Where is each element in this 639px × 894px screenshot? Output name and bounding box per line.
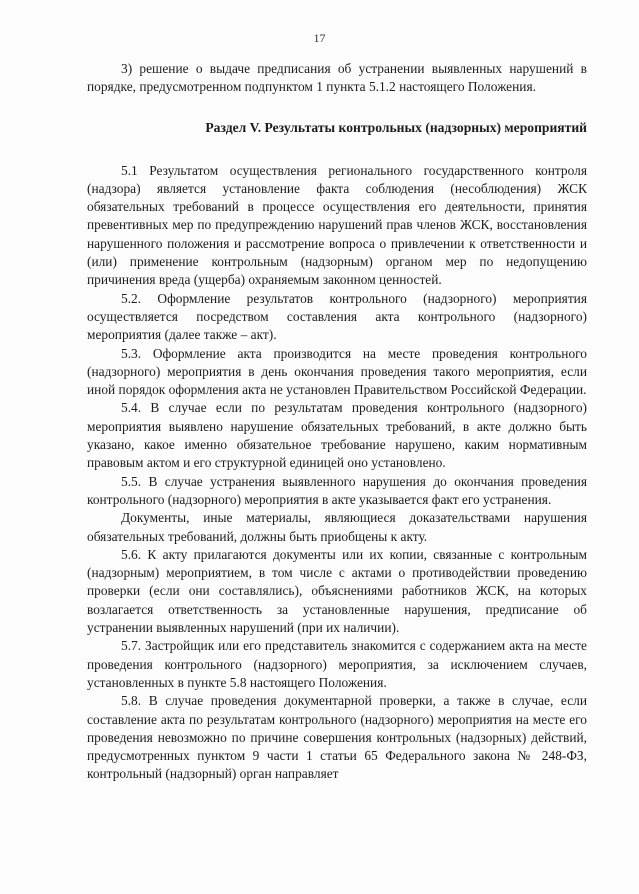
paragraph-5-6: 5.6. К акту прилагаются документы или их копии, связанные с контрольным (надзорным) мероприятием, в том числе с актами о противодействии проведению проверки (если они составлялись), объяснениями работников ЖСК, на которых возлагается ответственность за установленные нарушения, предписание об устранении выявленных нарушений (при их наличии). xyxy=(87,546,587,636)
paragraph-documents: Документы, иные материалы, являющиеся доказательствами нарушения обязательных требований, должны быть приобщены к акту. xyxy=(87,510,587,544)
paragraph-5-3: 5.3. Оформление акта производится на месте проведения контрольного (надзорного) мероприятия в день окончания проведения такого мероприятия, если иной порядок оформления акта не установлен Правительством Российской Федерации. xyxy=(87,345,587,398)
intro-list-item: 3) решение о выдаче предписания об устранении выявленных нарушений в порядке, предусмотренном подпунктом 1 пункта 5.1.2 настоящего Положения. xyxy=(87,61,587,95)
paragraph-5-7: 5.7. Застройщик или его представитель знакомится с содержанием акта на месте проведения контрольного (надзорного) мероприятия, за исключением случаев, установленных в пункте 5.8 настоящего Положения. xyxy=(87,638,587,690)
paragraph-5-5: 5.5. В случае устранения выявленного нарушения до окончания проведения контрольного (надзорного) мероприятия в акте указывается факт его устранения. xyxy=(87,473,587,507)
paragraph-5-4: 5.4. В случае если по результатам проведения контрольного (надзорного) мероприятия выявлено нарушение обязательных требований, в акте должно быть указано, какое именно обязательное требование нарушено, каким нормативным правовым актом и его структурной единицей оно установлено. xyxy=(87,400,587,471)
page-number: 17 xyxy=(313,31,326,45)
document-body xyxy=(87,60,587,784)
paragraph-5-8: 5.8. В случае проведения документарной проверки, а также в случае, если составление акта по результатам контрольного (надзорного) мероприятия на месте его проведения невозможно по причине совершения контрольных (надзорных) действий, предусмотренных пунктом 9 части 1 статьи 65 Федерального закона № 248-ФЗ, контрольный (надзорный) орган направляет xyxy=(87,693,587,782)
paragraph-5-2: 5.2. Оформление результатов контрольного (надзорного) мероприятия осуществляется посредством составления акта контрольного (надзорного) мероприятия (далее также – акт). xyxy=(87,290,587,343)
paragraph-5-1: 5.1 Результатом осуществления регионального государственного контроля (надзора) является установление факта соблюдения (несоблюдения) ЖСК обязательных требований в процессе осуществления его деятельности, принятия превентивных мер по предупреждению нарушений прав членов ЖСК, восстановления нарушенного положения и рассмотрение вопроса о привлечении к ответственности и (или) применение контрольным (надзорным) органом мер по недопущению причинения вреда (ущерба) охраняемым законном ценностей. xyxy=(87,162,587,288)
section-heading: Раздел V. Результаты контрольных (надзорных) мероприятий xyxy=(205,119,587,135)
